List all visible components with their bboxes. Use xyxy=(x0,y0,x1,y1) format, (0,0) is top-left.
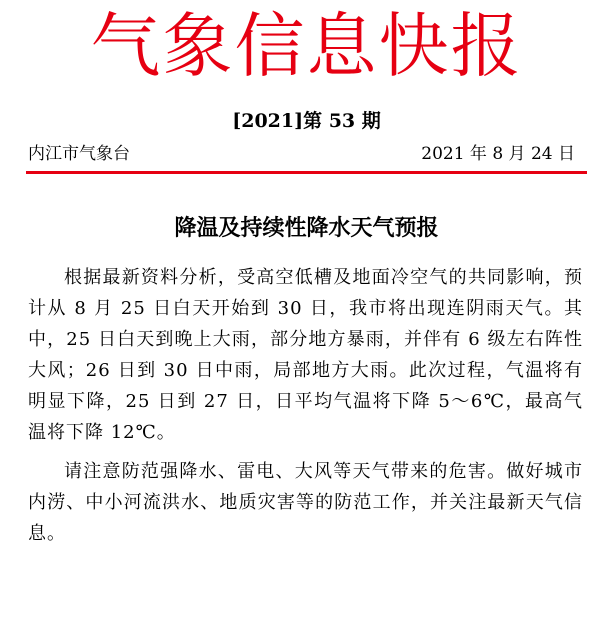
article-title: 降温及持续性降水天气预报 xyxy=(174,215,439,241)
header-divider xyxy=(26,171,587,174)
masthead-title: 气象信息快报 xyxy=(90,5,523,87)
issue-number: [2021]第 53 期 xyxy=(232,110,381,132)
article-body xyxy=(28,262,583,549)
paragraph-advice: 请注意防范强降水、雷电、大风等天气带来的危害。做好城市内涝、中小河流洪水、地质灾害等的防范工作，并关注最新天气信息。 xyxy=(28,461,583,544)
issue-date: 2021 年 8 月 24 日 xyxy=(421,144,575,164)
issuing-organization: 内江市气象台 xyxy=(28,144,130,164)
paragraph-forecast: 根据最新资料分析，受高空低槽及地面冷空气的共同影响，预计从 8 月 25 日白天开始到 30 日，我市将出现连阴雨天气。其中，25 日白天到晚上大雨，部分地方暴雨，并伴有 6 级左右阵性大风；26 日到 30 日中雨，局部地方大雨。此次过程，气温将有明显下降，25 日到 27 日，日平均气温将下降 5～6℃，最高气温将下降 12℃。 xyxy=(28,267,583,443)
